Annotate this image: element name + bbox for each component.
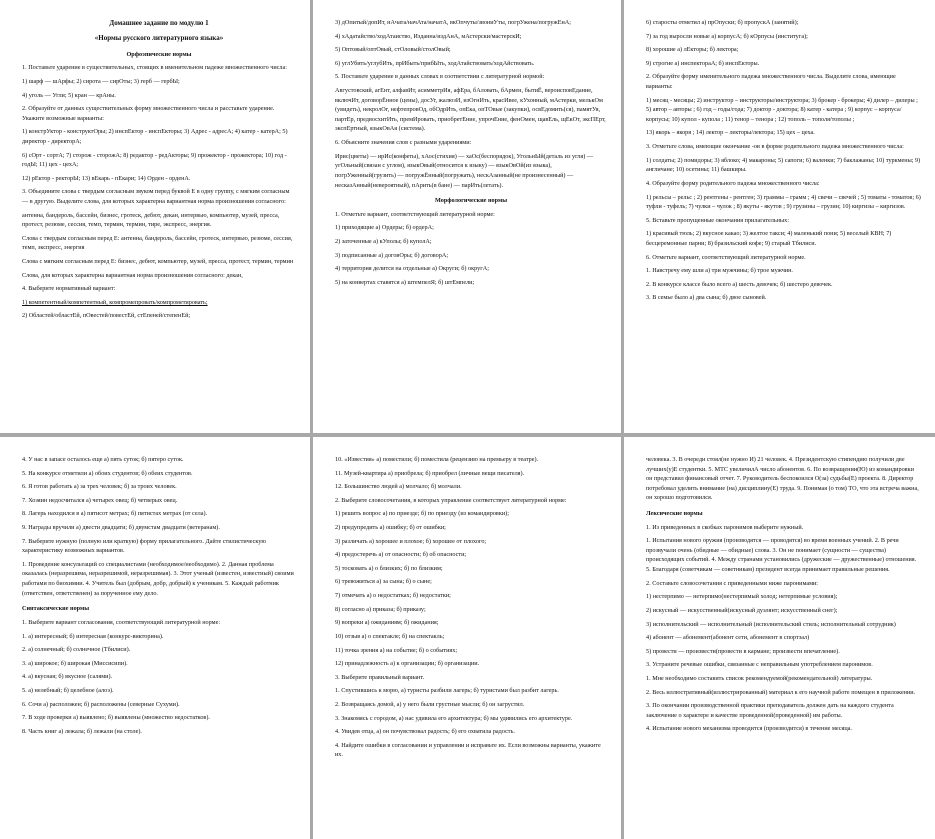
task-text: 4) уголь — Угли; 5) кран — крАны. <box>22 91 116 99</box>
task-text: 4) предостеречь а) от опасности; б) об опасности; <box>335 551 467 559</box>
task-text: 5. Вставьте пропущенные окончания прилагательных: <box>646 216 789 224</box>
document-subtitle: «Нормы русского литературного языка» <box>94 33 224 42</box>
task-text: 3) подписанные а) договОры; б) договорА; <box>335 251 449 259</box>
task-text: 7) отмечать а) о недостатках; б) недостатки; <box>335 592 451 600</box>
task-text: 4) территория делится на отдельные а) Округи; б) округА; <box>335 265 489 273</box>
task-text: Слова с мягким согласным перед Е: бизнес, дебют, компьютер, музей, пресса, протест, термин, термин <box>22 258 294 266</box>
task-text: 5. а) нелебный; б) целебное (алоэ). <box>22 686 114 694</box>
task-text: 7. Хозяин недосчитался а) четырех овец; б) четверых овец. <box>22 496 178 504</box>
task-text: 1. а) интересный; б) интересная (конкурс-викторина). <box>22 632 164 640</box>
section-heading: Синтаксические нормы <box>22 605 90 613</box>
task-text: 8) хорошие а) лЕкторы; б) лектора; <box>646 46 739 54</box>
task-text: 2) Областей/областЕй, пОвестей/повестЕй, стЕпеней/степенЕй; <box>22 312 191 320</box>
task-text: 4. У нас в запасе осталось еще а) пять суток; б) пятеро суток. <box>22 456 184 463</box>
task-text: 6) старосты отметил а) прОпуски; б) пропускА (занятий); <box>646 19 799 26</box>
document-page-4 <box>0 437 310 839</box>
task-text: 2) предупредить а) ошибку; б) от ошибки; <box>335 524 446 532</box>
task-text: Слова, для которых характерна вариантная норма произношения согласного: декан, <box>22 271 243 279</box>
task-text: 2) заточенные а) кУполы; б) куполА; <box>335 237 432 245</box>
task-text: 5) провести — произвести(провести в кармане; произвести впечатление). <box>646 647 840 655</box>
task-text: 12) принадлежность а) к организации; б) организации. <box>335 660 480 668</box>
task-text: 9) строгие а) инспектораА; б) инспЕкторы. <box>646 59 760 67</box>
task-text: 2. Образуйте от данных существительных форму множественного числа и расставьте ударение. Укажите возможные варианты: <box>22 105 275 122</box>
task-text: 1. Из приведенных в скобках паронимов выберите нужный. <box>646 523 804 531</box>
task-text: 5) тосковать а) о близких; б) по близким; <box>335 564 443 572</box>
document-page-2 <box>313 0 621 433</box>
task-text: 6. Объясните значения слов с разными ударениями: <box>335 139 472 147</box>
document-title: Домашнее задание по модулю 1 <box>109 19 209 27</box>
task-text: 7. В ходе проверки а) выявлено; б) выявлены (множество недостатков). <box>22 714 210 722</box>
task-text: 2) искусный — искусственный(искусный дуэлянт; искусственный снег); <box>646 606 838 614</box>
task-text: 6. Отметьте вариант, соответствующий литературной норме. <box>646 253 806 261</box>
document-page-1 <box>0 0 310 433</box>
task-text: человека. 3. В очереди стоял(не нужно И) 21 человек. 4. Президентскую стипендию получили две лучших(у)Е студентки. 5. МТС увеличилА число абонентов. 6. По возвращении(Ю) из командировки он представил финансовый отчет. 7. Руководитель беспокоился О(за) судьбы(Е) проекта. 8. Директор потребовал уделить внимание (на) дисциплину(Е) труда. 9. Понимая (о том) ТО, что эта встреча важна, он хорошо подготовился. <box>646 456 919 502</box>
task-text: Ирис(цветы) — ирИс(конфеты), хАос(стихия) — хаОс(беспорядок), УгольнЫй(деталь из угля) — угОльный(связан с углом), языкОвый(относится к языку) — языкОвОй(из языка), погрУженный(грузить) — погружЁнный(погружать), нескАзанный(не произнесенный) — несказАнный(невероятный), пАрить(в бане) — парИть(летать). <box>335 152 594 189</box>
task-text: 1) нестерпимо — нетерпимо(нестерпимый холод; нетерпимые условия); <box>646 593 838 601</box>
task-text: 1) солдаты; 2) помидоры; 3) яблоко; 4) макароны; 5) сапоги; 6) валенки; 7) баклажаны; 10) туркмены; 9) англичане; 10) осетины; 11) башкиры. <box>646 156 921 174</box>
task-text: 4. Увидев отца, а) он почувствовал радость; б) его охватила радость. <box>335 728 515 736</box>
task-text: 6) сОрт - сортА; 7) сторож - сторожА; 8) редактор - редАкторы; 9) прожектор - прожектора; 10) год - годЫ; 11) цех - цехА; <box>22 151 287 169</box>
task-text: 1) рельсы – рельс ; 2) рентгены - рентген; 3) граммы – грамм ; 4) свечи – свечей ; 5) томаты - томатов; 6) туфли - туфель; 7) чулки – чулок ; 8) якуты - якутов ; 9) грузины – грузин; 10) киргизы – киргизов. <box>646 193 921 211</box>
task-text: 8. Лагерь находился в а) пятисот метрах; б) пятистах метрах (от села). <box>22 510 208 518</box>
task-text: 6. Сочи а) расположен; б) расположены (северные Сухуми). <box>22 700 180 708</box>
task-text: 10. «Известия» а) поместили; б) поместила (рецензию на премьеру в театре). <box>335 456 539 463</box>
task-text: 1) компетентный/компетентный, компромепровать/компрометировать; <box>22 298 208 306</box>
task-text: 8. Часть книг а) лежала; б) лежали (на столе). <box>22 727 142 735</box>
task-text: 6. Я готов работать а) за трех человек; б) за троих человек. <box>22 483 177 491</box>
document-page-6 <box>624 437 935 839</box>
section-heading: Лексические нормы <box>646 510 703 518</box>
task-text: 3. Отметьте слова, имеющие окончание -ов в форме родительного падежа множественного числа: <box>646 143 904 151</box>
section-heading: Орфоэпические нормы <box>126 50 192 58</box>
task-text: 4) абонент — абонемент(абонент сети, абонемент в спортзал) <box>646 634 810 642</box>
task-text: 5) Оптовый/оптОвый, стОловый/столОвый; <box>335 46 451 54</box>
task-text: 6) углУбить/углубИть, прИбыть/прибЫть, ходАтайствовать/ходАйствовать. <box>335 59 535 67</box>
task-text: 9. Награды вручили а) двести двадцати; б) двумстам двадцати (ветеранам). <box>22 524 220 532</box>
task-text: 1) приходящие а) Ордеры; б) ордерА; <box>335 224 434 232</box>
task-text: 2. Образуйте форму именительного падежа множественного числа. Выделите слова, имеющие варианты: <box>646 73 896 91</box>
task-text: 4. Найдите ошибки в согласовании и управлении и исправьте их. Если возможны варианты, укажите их. <box>335 741 601 759</box>
task-text: 1) красивый тюль; 2) вкусное какао; 3) желтое такси; 4) маленький пони; 5) веселый КВН; 7) бесцеремонные парни; 8) бразильский кофе; 9) старый Тбилиси. <box>646 230 892 247</box>
task-text: 5. На конкурсе отметили а) обоих студентов; б) обеих студентов. <box>22 469 193 477</box>
task-text: 1. Навстречу ему шли а) три мужчины; б) трое мужчин. <box>646 267 793 275</box>
task-text: 13) якорь – якоря ; 14) лектор – лекторы/лектора; 15) цех – цеха. <box>646 129 815 137</box>
task-text: 4. Испытание нового механизма проводится (производится) в течение месяца. <box>646 725 852 733</box>
task-text: 1. Проведение консультаций со специалистами (необходимое/необходимо). 2. Данная проблема оказалась (неразрешима, неразрешимой, неразрешимая). 3. Этот ученый (известен, известный) своими работами по биохимии. 4. Учитель был (добрым, добр, добрый) к ученикам. 5. Каждый работник (ответствен, ответственен) за порученное ему дело. <box>22 560 294 597</box>
task-text: 12. Большинство людей а) молчало; б) молчали. <box>335 483 462 491</box>
task-text: 4. а) вкусная; б) вкусное (салями). <box>22 673 113 681</box>
task-text: Слова с твердым согласным перед Е: антенна, бандероль, бассейн, гротеск, интервью, резюме, сессия, темп, экспресс, энергия <box>22 234 293 252</box>
task-text: 7. Выберите нужную (полную или краткую) форму прилагательного. Дайте стилистическую характеристику возможных вариантов. <box>22 537 267 555</box>
task-text: 1. Выберите вариант согласования, соответствующий литературной норме: <box>22 618 221 626</box>
task-text: 4. Выберите нормативный вариант: <box>22 285 116 293</box>
task-text: 2. Возвращаясь домой, а) у него были грустные мысли; б) он загрустил. <box>335 700 525 708</box>
task-text: 1. Отметьте вариант, соответствующий литературной норме: <box>335 210 495 218</box>
task-text: 3) исполнительский — исполнительный (исполнительский стиль; исполнительный сотрудник) <box>646 620 896 628</box>
task-text: 1) решить вопрос а) по приезде; б) по приезду (из командировки); <box>335 510 509 518</box>
task-text: 3. Устраните речевые ошибки, связанные с неправильным употреблением паронимов. <box>646 661 873 669</box>
task-text: Августовский, агЕнт, алфавИт, асимметрИя, афЕра, бАловать, бАрмен, бытиЁ, вероисповЕдание, включИт, договорЁнное (цены), досУг, жалюзИ, изОгнИть, красИвее, кУхонный, мАстерки, мелькОм (увидеть), некролОг, нефтепровОд, обОдрИть, опЕка, опТОвые (закупки), освЕдомить(ся), памятУя, партЕр, предвосхитИть, премИровать, приобретЕние, упрочЕние, фенОмен, щавЕль, щЕкОт, эксПЕрт, экспЕртный, языкОвАя (система). <box>335 87 606 133</box>
task-text: антенна, бандероль, бассейн, бизнес, гротеск, дебют, декан, интервью, компьютер, музей, пресса, протест, резюме, сессия, темп, термин, термин, тире, экспресс, энергия. <box>22 211 280 229</box>
task-text: 3. Объедините слова с твердым согласным звуком перед буквой Е в одну группу, с мягким согласным — в другую. Выделите слова, для которых характерна вариантная норма произношения согласного: <box>22 188 290 205</box>
task-text: 3) дОпитый/допИт, нАчата/начАта/начатА, вкОпчуты/звониУты, погрУжена/погружЕнА; <box>335 19 571 26</box>
task-text: 8) согласно а) приказа; б) приказу; <box>335 605 426 613</box>
task-text: 2. В конкурсе классе было всего а) шесть девочек; б) шестеро девочек. <box>646 280 833 288</box>
task-text: 5. Поставьте ударение в данных словах в соответствии с литературной нормой: <box>335 73 545 81</box>
task-text: 12) рЕктор - ректорЫ; 13) вЕкарь - пЕкари; 14) Орден - орденА. <box>22 174 191 182</box>
document-page-5 <box>313 437 621 839</box>
task-text: 3. По окончании производственной практики преподаватель должен дать на каждого студента заключение о характере и качестве проведенной(проведенной) им работы. <box>646 702 894 719</box>
task-text: 9) вопреки а) ожиданиям; б) ожидания; <box>335 619 439 627</box>
task-text: 1. Испытания нового оружия (производятся — проводятся) во время военных учений. 2. В речи прозвучали очень (обидные — обидные) слова. 3. Он не понимает (сущности — существа) происходящих событий. 4. Между странами установились (дружеские — дружественные) отношения. 5. Благодаря (советчикам — советникам) президент всегда принимает правильные решения. <box>646 537 917 574</box>
task-text: 4. Образуйте форму родительного падежа множественного числа: <box>646 179 820 187</box>
task-text: 1) шарф — шАрфы; 2) сирота — сирОты; 3) герб — гербЫ; <box>22 77 180 85</box>
task-text: 1. Мне необходимо составить список рекомендуемой(рекомендательной) литературы. <box>646 674 873 682</box>
task-text: 2. а) солнечный; б) солнечное (Тбилиси). <box>22 646 131 654</box>
task-text: 5) на конвертах ставятся а) штемпелЯ; б) штЕмпели; <box>335 278 475 286</box>
task-text: 6) тревожиться а) за сына; б) о сыне; <box>335 578 432 586</box>
task-text: 3. Знакомясь с городом, а) нас удивила его архитектура; б) мы удивились его архитектуре. <box>335 714 573 722</box>
task-text: 1) констрУктор - конструктОры; 2) инспЕктор - инспЕкторы; 3) Адрес - адресА; 4) катер - катерА; 5) директор - директорА; <box>22 128 288 145</box>
task-text: 1. Спустившись к морю, а) туристы разбили лагерь; б) туристами был разбит лагерь. <box>335 687 559 695</box>
task-text: 3. Выберите правильный вариант. <box>335 673 425 681</box>
task-text: 3) различать а) хорошее и плохое; б) хорошее от плохого; <box>335 537 487 545</box>
section-heading: Морфологические нормы <box>434 197 508 205</box>
task-text: 4) хАдатайство/ходАтаиство, Изданна/издАнА, мАстерски/мастерскИ; <box>335 32 522 40</box>
task-text: 7) за год выросли новые а) корпусА; б) кОрпусы (институга); <box>646 32 808 40</box>
task-text: 1. Поставьте ударение в существительных, стоящих в именительном падеже множественного числа: <box>22 64 287 72</box>
document-page-3 <box>624 0 935 433</box>
task-text: 3. а) широкое; б) широкая (Миссисипи). <box>22 659 128 667</box>
task-text: 11. Музей-квартира а) приобрела; б) приобрел (личные вещи писателя). <box>335 469 525 477</box>
task-text: 2. Составьте словосочетания с приведенными ниже паронимами: <box>646 579 819 587</box>
task-text: 2. Весь иллюстративный(иллюстрированный) материал к его научной работе помещен в приложении. <box>646 688 916 696</box>
task-text: 3. В семье было а) два сына; б) двое сыновей. <box>646 294 767 302</box>
task-text: 2. Выберите словосочетания, в которых управление соответствует литературной норме: <box>335 496 567 504</box>
task-text: 11) точка зрения а) на событие; б) о событиях; <box>335 646 458 654</box>
task-text: 10) отзыв а) о спектакле; б) на спектакль; <box>335 632 445 640</box>
task-text: 1) месяц - месяцы; 2) инструктор – инструкторы/инструктора; 3) брокер - брокеры; 4) дилер – дилеры ; 5) автор – авторы ; 6) год – годы/года; 7) доктор - доктора; 8) катер - катера ; 9) корпус – корпуса/корпусы; 10) купол - купола ; 11) тенор – тенора ; 12) тополь – тополя/тополы ; <box>646 96 918 123</box>
